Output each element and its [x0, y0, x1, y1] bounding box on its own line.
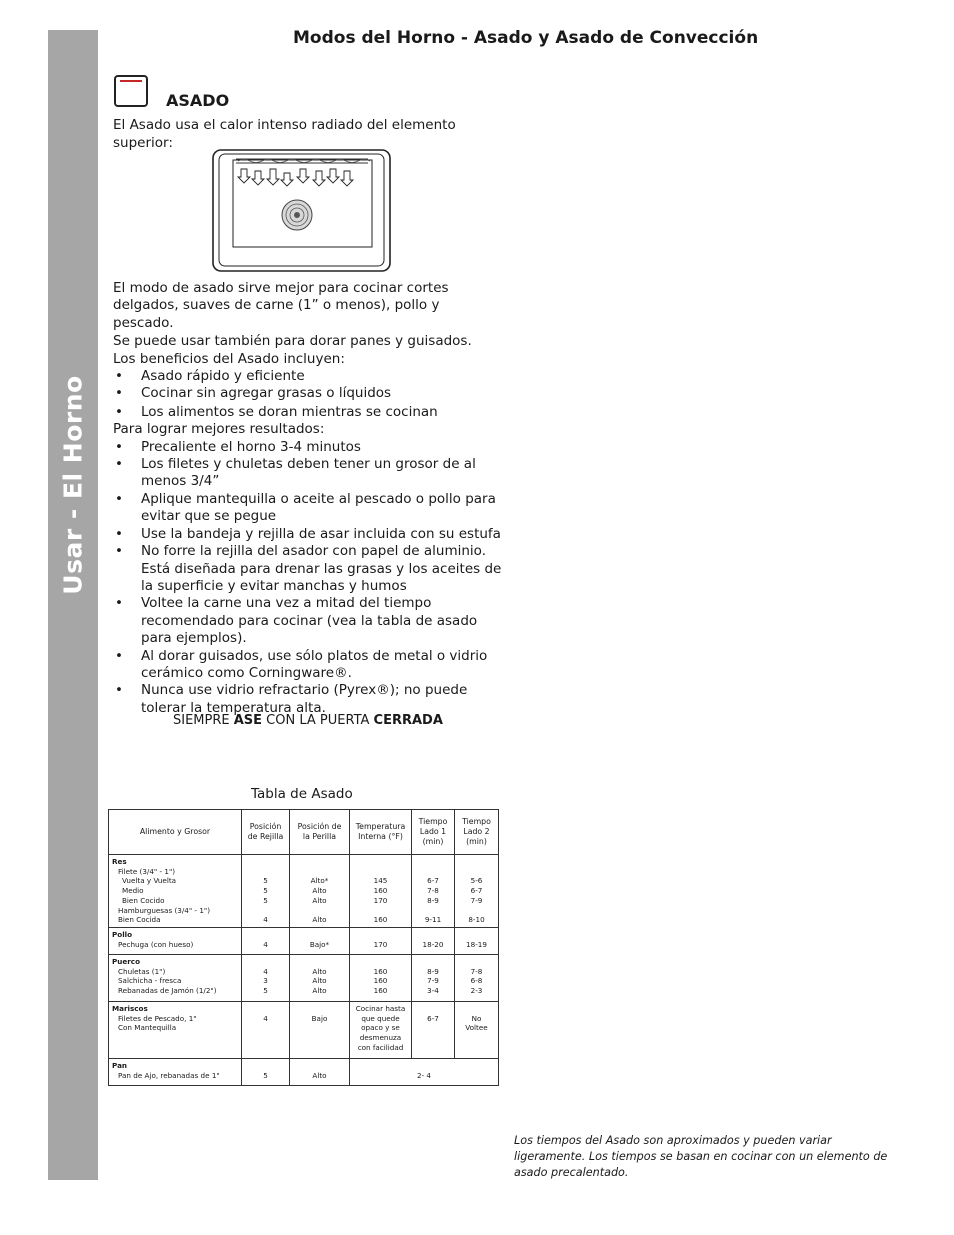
item-label: Chuletas (1") [118, 966, 166, 976]
column-header: Tiempo Lado 2 (min) [455, 810, 499, 855]
column-header: Posición de Rejilla [242, 810, 290, 855]
item-label: Bien Cocida [118, 915, 161, 925]
list-item: • Los alimentos se doran mientras se cocinan [113, 404, 503, 421]
item-label: Vuelta y Vuelta [122, 876, 177, 886]
list-item: • Los filetes y chuletas deben tener un grosor de al menos 3/4” [113, 456, 503, 491]
cell-value: 7-8 [427, 886, 439, 896]
column-header: Temperatura Interna (°F) [350, 810, 412, 855]
cell-value: 18-19 [466, 939, 487, 949]
cell-value: 4 [263, 966, 268, 976]
category-label: Pollo [112, 930, 133, 939]
cell-value: 7-8 [470, 966, 483, 976]
broil-description [113, 280, 503, 717]
cell-value: 3 [263, 976, 268, 986]
item-label: Salchicha - fresca [118, 976, 182, 986]
footnote: Los tiempos del Asado son aproximados y pueden variar ligeramente. Los tiempos se basan en cocinar con un elemento de asado precalentado. [514, 1134, 888, 1179]
cell-value: 6-7 [427, 876, 439, 886]
cell-value: No Voltee [465, 1013, 488, 1033]
item-label: Medio [122, 886, 144, 896]
cell-value: Alto [312, 915, 327, 925]
cell-value: Alto* [310, 876, 329, 886]
list-item: • Cocinar sin agregar grasas o líquidos [113, 385, 503, 402]
cell-value: Alto [312, 895, 327, 905]
cell-value: 160 [373, 886, 388, 896]
item-label: Con Mantequilla [118, 1023, 177, 1033]
cell-value: 7-9 [427, 976, 439, 986]
cell-value: 160 [373, 915, 388, 925]
list-item: • Use la bandeja y rejilla de asar incluida con su estufa [113, 526, 503, 543]
list-item: • Asado rápido y eficiente [113, 368, 503, 385]
tips-heading: Para lograr mejores resultados: [113, 421, 325, 438]
category-label: Mariscos [112, 1004, 148, 1013]
item-label: Pechuga (con hueso) [118, 939, 194, 949]
item-label: Rebanadas de Jamón (1/2") [118, 986, 217, 996]
cell-value: Alto [312, 1070, 327, 1080]
cell-value: 5 [263, 986, 268, 996]
table-row [109, 1002, 499, 1059]
list-item: • Aplique mantequilla o aceite al pescado o pollo para evitar que se pegue [113, 491, 503, 526]
item-label: Filetes de Pescado, 1" [118, 1013, 197, 1023]
cell-value: Cocinar hasta que quede opaco y se desmenuza con facilidad [355, 1004, 406, 1052]
sidebar-label: Usar - El Horno [58, 375, 88, 595]
intro-text: El Asado usa el calor intenso radiado del elemento superior: [113, 117, 456, 151]
cell-value: 2- 4 [416, 1070, 432, 1080]
cell-value: Bajo* [309, 939, 330, 949]
tips-list [113, 439, 503, 718]
cell-value: 160 [373, 986, 388, 996]
cell-value: 18-20 [422, 939, 444, 949]
cell-value: 145 [373, 876, 388, 886]
table-header-row [109, 810, 499, 855]
table-row [109, 928, 499, 955]
item-label: Hamburguesas (3/4" - 1") [118, 905, 210, 915]
cell-value: Alto [312, 966, 327, 976]
cell-value: Bajo [311, 1013, 328, 1023]
cell-value: Alto [312, 986, 327, 996]
paragraph: Los beneficios del Asado incluyen: [113, 350, 345, 367]
list-item: • Precaliente el horno 3-4 minutos [113, 439, 503, 456]
paragraph: Se puede usar también para dorar panes y guisados. [113, 333, 472, 350]
table-caption: Tabla de Asado [251, 786, 353, 802]
cell-value: 8-9 [427, 966, 439, 976]
table-row [109, 955, 499, 1002]
cell-value: 5 [263, 895, 268, 905]
broil-table [108, 809, 499, 1086]
cell-value: Alto [312, 886, 327, 896]
item-label: Bien Cocido [122, 895, 165, 905]
item-label: Filete (3/4" - 1") [118, 866, 176, 876]
always-broil-door-closed-note: SIEMPRE ASE CON LA PUERTA CERRADA [173, 713, 443, 728]
table-row [109, 1059, 499, 1086]
table-row [109, 855, 499, 928]
list-item: • Al dorar guisados, use sólo platos de metal o vidrio cerámico como Corningware®. [113, 648, 503, 683]
list-item: • Nunca use vidrio refractario (Pyrex®); no puede tolerar la temperatura alta. [113, 682, 503, 717]
category-label: Res [112, 857, 127, 866]
section-heading: ASADO [166, 91, 230, 110]
cell-value: 7-9 [470, 895, 483, 905]
cell-value: 4 [263, 939, 268, 949]
paragraph: El modo de asado sirve mejor para cocinar cortes delgados, suaves de carne (1” o menos), pollo y pescado. [113, 280, 449, 331]
cell-value: 6-8 [470, 976, 483, 986]
item-label: Pan de Ajo, rebanadas de 1" [118, 1070, 220, 1080]
cell-value: 160 [373, 976, 388, 986]
category-label: Puerco [112, 957, 141, 966]
cell-value: 5 [263, 1070, 268, 1080]
sidebar-tab [48, 30, 98, 1180]
cell-value: Alto [312, 976, 327, 986]
cell-value: 3-4 [427, 986, 439, 996]
cell-value: 6-7 [427, 1013, 439, 1023]
page-title: Modos del Horno - Asado y Asado de Convección [293, 28, 759, 48]
cell-value: 9-11 [424, 915, 442, 925]
cell-value: 8-10 [468, 915, 485, 925]
column-header: Tiempo Lado 1 (min) [412, 810, 455, 855]
cell-value: 2-3 [470, 986, 483, 996]
cell-value: 6-7 [470, 886, 483, 896]
benefits-list [113, 368, 503, 421]
oven-broil-diagram-icon [212, 149, 392, 273]
broil-mode-icon [114, 75, 148, 107]
list-item: • No forre la rejilla del asador con papel de aluminio. Está diseñada para drenar las grasas y los aceites de la superficie y evitar manchas y humos [113, 543, 503, 595]
column-header: Alimento y Grosor [109, 810, 242, 855]
category-label: Pan [112, 1061, 128, 1070]
column-header: Posición de la Perilla [290, 810, 350, 855]
cell-value: 5-6 [470, 876, 483, 886]
cell-value: 4 [263, 915, 268, 925]
cell-value: 8-9 [427, 895, 439, 905]
cell-value: 170 [373, 939, 388, 949]
cell-value: 4 [263, 1013, 268, 1023]
cell-value: 5 [263, 886, 268, 896]
cell-value: 160 [373, 966, 388, 976]
list-item: • Voltee la carne una vez a mitad del tiempo recomendado para cocinar (vea la tabla de asado para ejemplos). [113, 595, 503, 647]
cell-value: 170 [373, 895, 388, 905]
cell-value: 5 [263, 876, 268, 886]
